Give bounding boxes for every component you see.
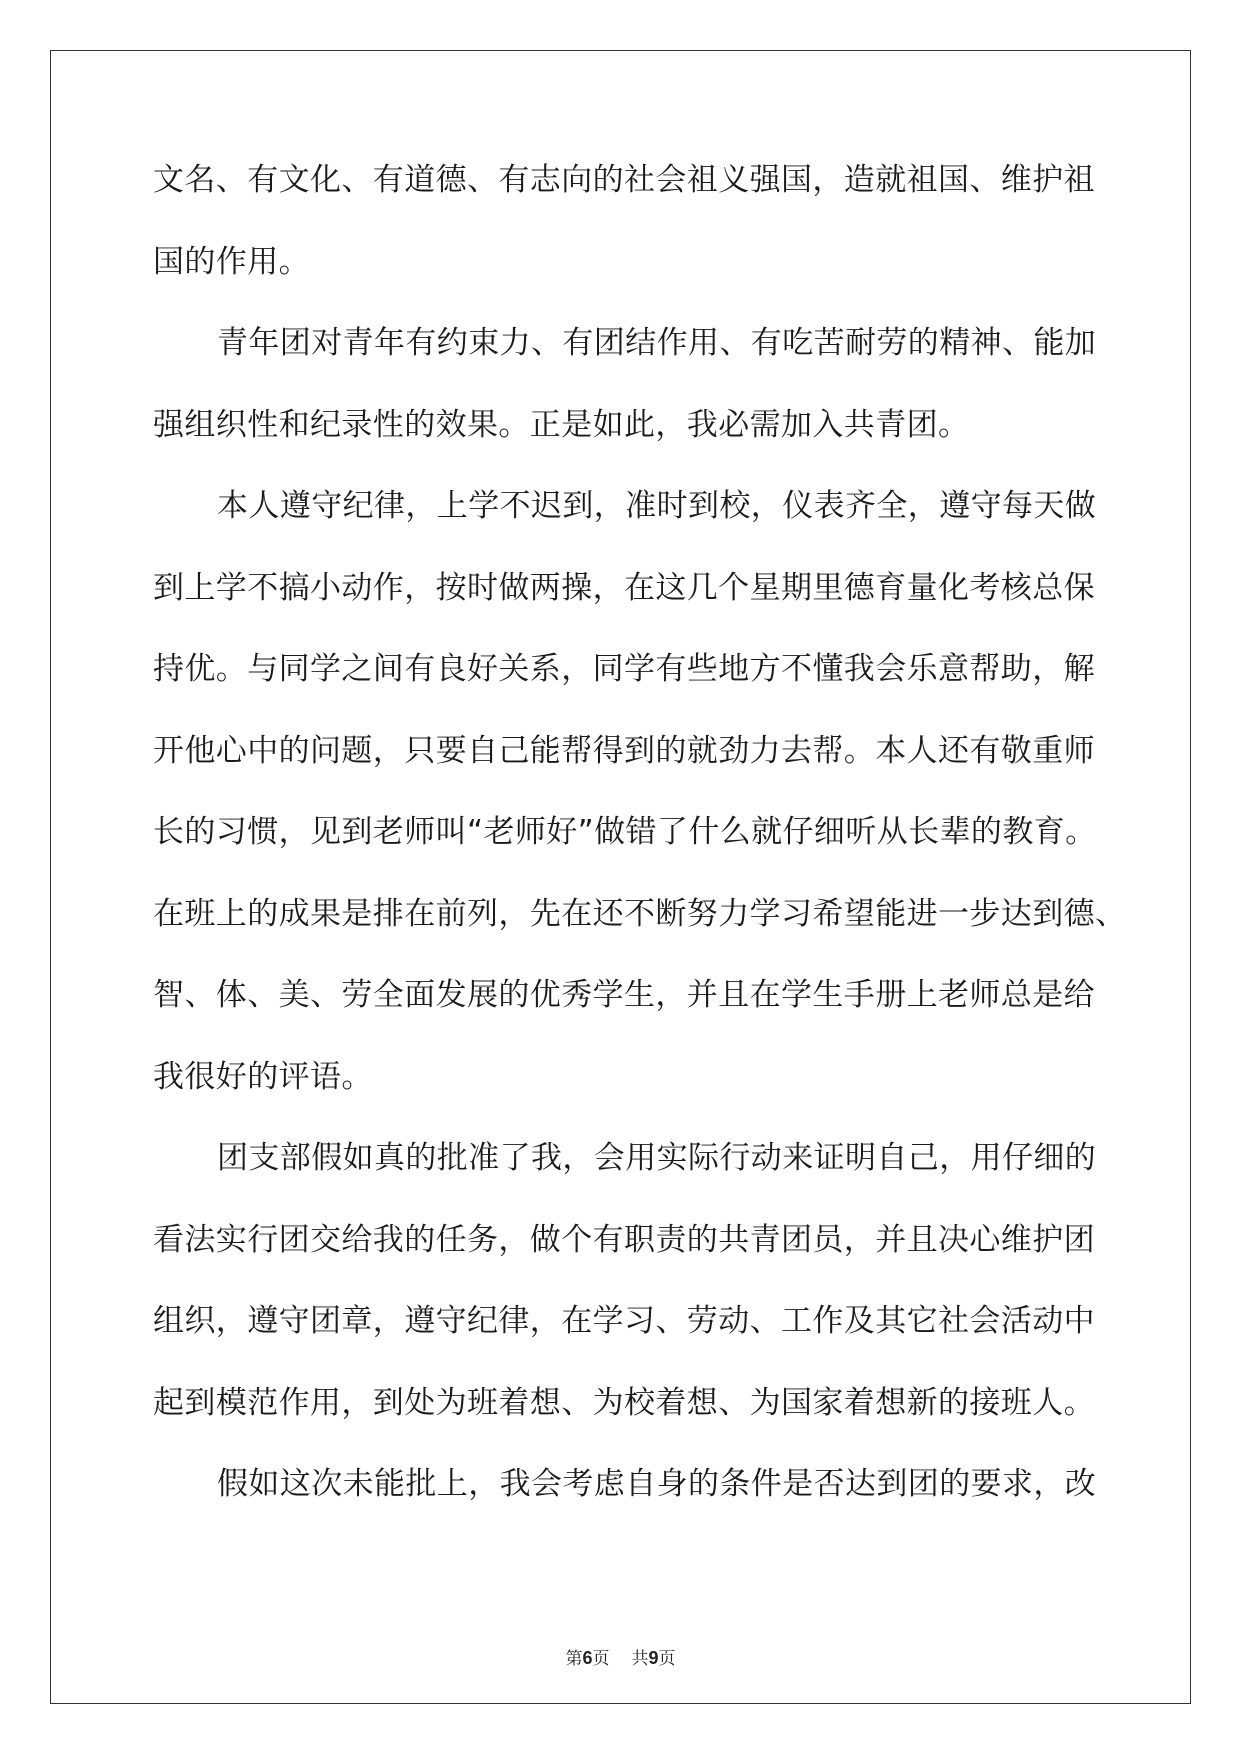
text-line: 本人遵守纪律，上学不迟到，准时到校，仪表齐全，遵守每天做 (217, 488, 1097, 524)
footer-total-prefix: 共 (631, 1649, 649, 1669)
text-line: 看法实行团交给我的任务，做个有职责的共青团员，并且决心维护团 (153, 1221, 1095, 1258)
page-footer (0, 1644, 1241, 1669)
text-line: 起到模范作用，到处为班着想、为校着想、为国家着想新的接班人。 (153, 1384, 1095, 1421)
text-line: 国的作用。 (153, 243, 310, 280)
text-line: 假如这次未能批上，我会考虑自身的条件是否达到团的要求，改 (217, 1466, 1097, 1502)
text-line: 我很好的评语。 (153, 1058, 373, 1095)
text-line: 长的习惯，见到老师叫“老师好”做错了什么就仔细听从长辈的教育。 (153, 814, 1097, 850)
text-line: 持优。与同学之间有良好关系，同学有些地方不懂我会乐意帮助，解 (153, 651, 1095, 687)
text-line: 智、体、美、劳全面发展的优秀学生，并且在学生手册上老师总是给 (153, 977, 1095, 1013)
text-line: 到上学不搞小动作，按时做两操，在这几个星期里德育量化考核总保 (153, 569, 1095, 606)
footer-total-suffix: 页 (658, 1649, 676, 1669)
text-line: 强组织性和纪录性的效果。正是如此，我必需加入共青团。 (153, 406, 970, 443)
current-page-number: 6 (582, 1648, 593, 1668)
total-page-number: 9 (648, 1648, 659, 1668)
text-line: 文名、有文化、有道德、有志向的社会祖义强国，造就祖国、维护祖 (153, 162, 1095, 198)
text-line: 组织，遵守团章，遵守纪律，在学习、劳动、工作及其它社会活动中 (153, 1303, 1095, 1339)
document-body (153, 160, 1127, 1546)
footer-prefix: 第 (565, 1649, 583, 1669)
text-line: 开他心中的问题，只要自己能帮得到的就劲力去帮。本人还有敬重师 (153, 732, 1095, 769)
footer-page-suffix: 页 (592, 1649, 610, 1669)
text-line: 青年团对青年有约束力、有团结作用、有吃苦耐劳的精神、能加 (217, 325, 1097, 361)
text-line: 在班上的成果是排在前列，先在还不断努力学习希望能进一步达到德、 (153, 895, 1127, 932)
text-line: 团支部假如真的批准了我，会用实际行动来证明自己，用仔细的 (217, 1140, 1097, 1176)
